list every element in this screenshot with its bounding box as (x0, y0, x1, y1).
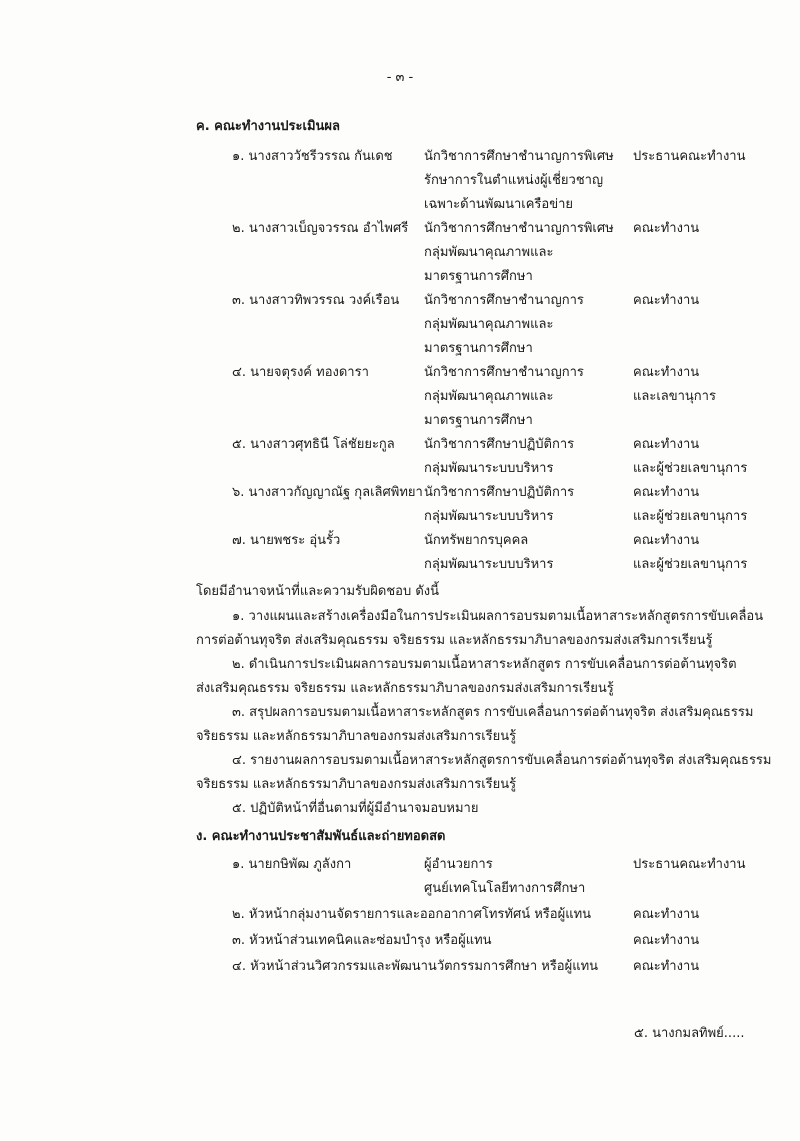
duty-item: ๑. วางแผนและสร้างเครื่องมือในการประเมินผลการอบรมตามเนื้อหาสาระหลักสูตรการขับเคลื่อน (232, 609, 764, 624)
member-name: ๓. หัวหน้าส่วนเทคนิคและซ่อมบำรุง หรือผู้แทน (232, 933, 492, 948)
member-role: คณะทำงาน (633, 533, 700, 548)
member-position: กลุ่มพัฒนาคุณภาพและ (424, 317, 554, 332)
duty-item: ๒. ดำเนินการประเมินผลการอบรมตามเนื้อหาสาระหลักสูตร การขับเคลื่อนการต่อต้านทุจริต (232, 657, 737, 672)
member-position: มาตรฐานการศึกษา (424, 269, 533, 284)
member-role: ประธานคณะทำงาน (633, 149, 746, 164)
member-position: เฉพาะด้านพัฒนาเครือข่าย (424, 197, 574, 212)
member-name: ๒. นางสาวเบ็ญจวรรณ อำไพศรี (232, 221, 409, 236)
member-name: ๒. หัวหน้ากลุ่มงานจัดรายการและออกอากาศโทรทัศน์ หรือผู้แทน (232, 907, 592, 922)
section-d-heading: ง. คณะทำงานประชาสัมพันธ์และถ่ายทอดสด (196, 829, 446, 844)
duty-item: ๔. รายงานผลการอบรมตามเนื้อหาสาระหลักสูตรการขับเคลื่อนการต่อต้านทุจริต ส่งเสริมคุณธรรม (232, 753, 772, 768)
duties-intro: โดยมีอำนาจหน้าที่และความรับผิดชอบ ดังนี้ (196, 584, 440, 599)
duty-item-continued: จริยธรรม และหลักธรรมาภิบาลของกรมส่งเสริมการเรียนรู้ (196, 777, 517, 792)
member-role: คณะทำงาน (633, 933, 700, 948)
member-role: คณะทำงาน (633, 485, 700, 500)
member-position: กลุ่มพัฒนาคุณภาพและ (424, 389, 554, 404)
member-name: ๖. นางสาวกัญญาณัฐ กุลเลิศพิทยา (232, 485, 423, 500)
member-role: และผู้ช่วยเลขานุการ (633, 461, 748, 476)
member-name: ๔. นายจตุรงค์ ทองดารา (232, 365, 369, 380)
member-name: ๔. หัวหน้าส่วนวิศวกรรมและพัฒนานวัตกรรมการศึกษา หรือผู้แทน (232, 959, 599, 974)
member-position: มาตรฐานการศึกษา (424, 413, 533, 428)
section-c-heading: ค. คณะทำงานประเมินผล (196, 119, 341, 134)
member-position: กลุ่มพัฒนาระบบบริหาร (424, 557, 554, 572)
member-position: นักวิชาการศึกษาชำนาญการพิเศษ (424, 221, 614, 236)
member-position: นักวิชาการศึกษาปฏิบัติการ (424, 485, 575, 500)
member-position: ศูนย์เทคโนโลยีทางการศึกษา (424, 881, 586, 896)
member-position: กลุ่มพัฒนาคุณภาพและ (424, 245, 554, 260)
member-role: และผู้ช่วยเลขานุการ (633, 509, 748, 524)
member-position: นักวิชาการศึกษาชำนาญการ (424, 365, 584, 380)
duty-item-continued: การต่อต้านทุจริต ส่งเสริมคุณธรรม จริยธรรม และหลักธรรมาภิบาลของกรมส่งเสริมการเรียนรู้ (196, 633, 713, 648)
member-position: มาตรฐานการศึกษา (424, 341, 533, 356)
member-name: ๕. นางสาวศุทธินี โล่ชัยยะกูล (232, 437, 395, 452)
member-role: คณะทำงาน (633, 907, 700, 922)
member-name: ๓. นางสาวทิพวรรณ วงค์เรือน (232, 293, 400, 308)
member-role: คณะทำงาน (633, 437, 700, 452)
member-role: คณะทำงาน (633, 293, 700, 308)
member-name: ๗. นายพชระ อุ่นรั้ว (232, 533, 341, 548)
member-role: ประธานคณะทำงาน (633, 857, 746, 872)
page-number: - ๓ - (386, 70, 414, 85)
duty-item-continued: ส่งเสริมคุณธรรม จริยธรรม และหลักธรรมาภิบาลของกรมส่งเสริมการเรียนรู้ (196, 681, 614, 696)
member-role: คณะทำงาน (633, 221, 700, 236)
member-position: นักวิชาการศึกษาปฏิบัติการ (424, 437, 575, 452)
member-role: คณะทำงาน (633, 959, 700, 974)
member-name: ๑. นายกษิพัฒ ภูลังกา (232, 857, 352, 872)
member-position: นักวิชาการศึกษาชำนาญการ (424, 293, 584, 308)
member-position: ผู้อำนวยการ (424, 857, 493, 872)
duty-item-continued: จริยธรรม และหลักธรรมาภิบาลของกรมส่งเสริมการเรียนรู้ (196, 729, 517, 744)
continuation-marker: ๕. นางกมลทิพย์..... (634, 1026, 745, 1041)
duty-item: ๕. ปฏิบัติหน้าที่อื่นตามที่ผู้มีอำนาจมอบหมาย (232, 801, 479, 816)
member-role: คณะทำงาน (633, 365, 700, 380)
member-name: ๑. นางสาววัชรีวรรณ กันเดช (232, 149, 393, 164)
member-position: กลุ่มพัฒนาระบบบริหาร (424, 461, 554, 476)
member-role: และเลขานุการ (633, 389, 716, 404)
duty-item: ๓. สรุปผลการอบรมตามเนื้อหาสาระหลักสูตร การขับเคลื่อนการต่อต้านทุจริต ส่งเสริมคุณธรรม (232, 705, 754, 720)
member-position: นักทรัพยากรบุคคล (424, 533, 529, 548)
member-role: และผู้ช่วยเลขานุการ (633, 557, 748, 572)
member-position: กลุ่มพัฒนาระบบบริหาร (424, 509, 554, 524)
member-position: รักษาการในตำแหน่งผู้เชี่ยวชาญ (424, 173, 604, 188)
member-position: นักวิชาการศึกษาชำนาญการพิเศษ (424, 149, 614, 164)
